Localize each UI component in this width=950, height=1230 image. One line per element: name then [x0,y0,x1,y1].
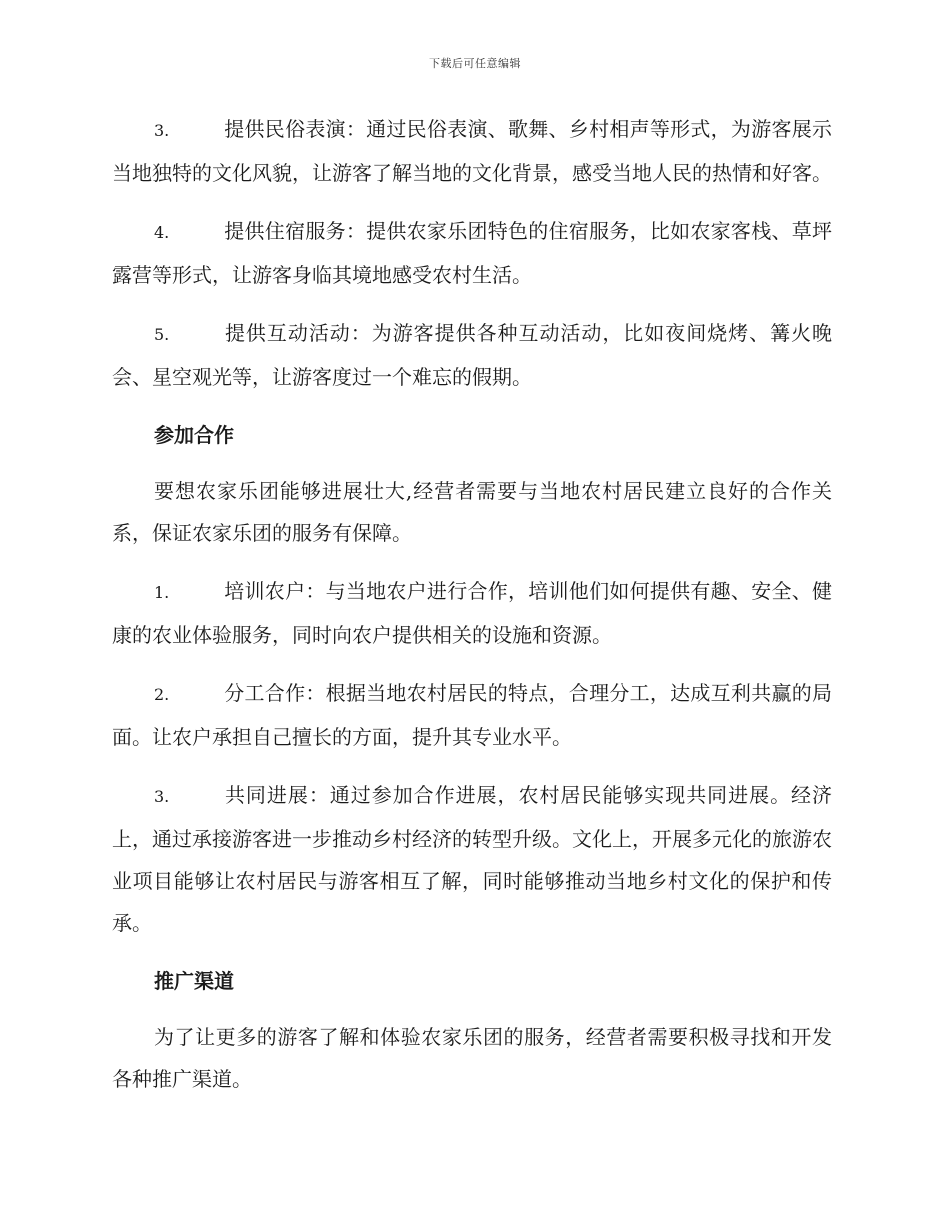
list-text: 共同进展：通过参加合作进展，农村居民能够实现共同进展。经济上，通过承接游客进一步推动乡村经济的转型升级。文化上，开展多元化的旅游农业项目能够让农村居民与游客相互了解，同时能够推动当地乡村文化的保护和传承。 [112,783,832,935]
list-text: 培训农户：与当地农户进行合作，培训他们如何提供有趣、安全、健康的农业体验服务，同时向农户提供相关的设施和资源。 [112,579,832,647]
list-number: 1. [154,583,170,602]
paragraph: 为了让更多的游客了解和体验农家乐团的服务，经营者需要积极寻找和开发各种推广渠道。 [112,1025,832,1091]
list-item [112,210,832,296]
list-number: 3. [154,787,170,806]
list-text: 提供民俗表演：通过民俗表演、歌舞、乡村相声等形式，为游客展示当地独特的文化风貌，让游客了解当地的文化背景，感受当地人民的热情和好客。 [112,117,832,185]
header-note: 下载后可任意编辑 [429,57,521,70]
paragraph: 要想农家乐团能够进展壮大,经营者需要与当地农村居民建立良好的合作关系，保证农家乐团的服务有保障。 [112,479,832,545]
list-number: 4. [154,223,170,242]
section-heading-promotion: 推广渠道 [154,969,234,993]
list-number: 3. [154,121,170,140]
list-text: 提供互动活动：为游客提供各种互动活动，比如夜间烧烤、篝火晚会、星空观光等，让游客度过一个难忘的假期。 [112,321,832,389]
list-text: 分工合作：根据当地农村居民的特点，合理分工，达成互利共赢的局面。让农户承担自己擅长的方面，提升其专业水平。 [112,681,832,749]
list-item [112,774,832,944]
list-text: 提供住宿服务：提供农家乐团特色的住宿服务，比如农家客栈、草坪露营等形式，让游客身临其境地感受农村生活。 [112,219,832,287]
list-number: 5. [154,325,170,344]
list-item [112,108,832,194]
list-number: 2. [154,685,170,704]
list-item [112,672,832,758]
list-item [112,312,832,398]
document-body [112,108,832,1116]
section-heading-cooperation: 参加合作 [154,423,234,447]
list-item [112,570,832,656]
